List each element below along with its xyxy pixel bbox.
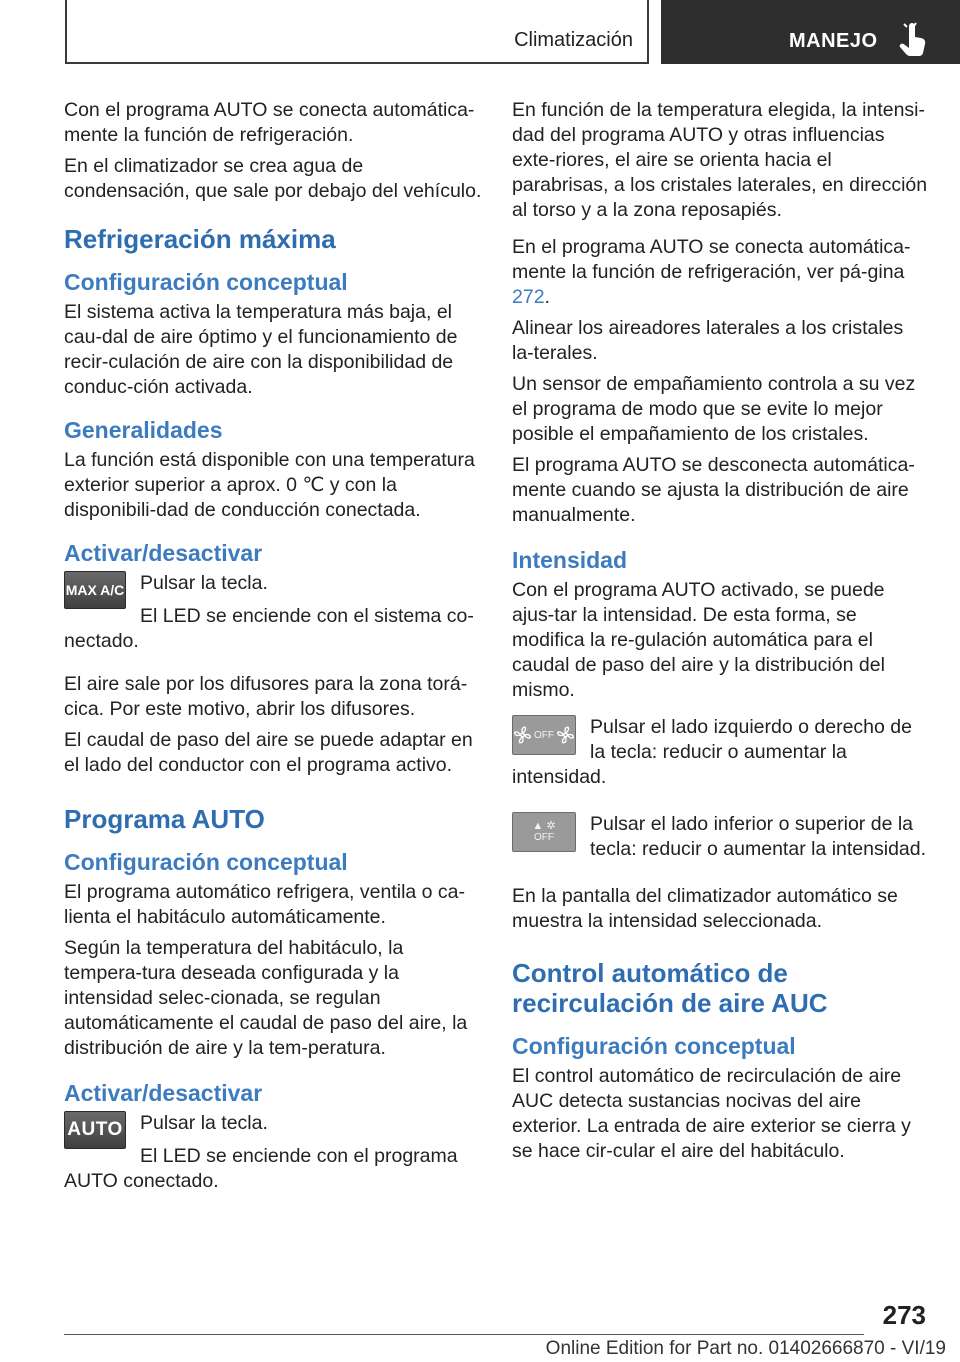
left-column <box>64 98 482 1200</box>
section-title: Climatización <box>514 29 633 51</box>
subheading-activar-desactivar: Activar/desactivar <box>64 540 263 566</box>
auto-instruction <box>64 1111 482 1200</box>
paragraph: El LED se enciende con el programa AUTO conectado. <box>64 1145 458 1192</box>
fan-icon <box>556 724 575 746</box>
subheading-configuracion-conceptual: Configuración conceptual <box>512 1033 796 1059</box>
paragraph: El sistema activa la temperatura más baja, el cau-dal de aire óptimo y el funcionamiento de recir-culación de aire con la disponibilidad de conduc-ción activada. <box>64 301 458 398</box>
subheading-intensidad: Intensidad <box>512 547 628 573</box>
heading-control-auc: Control automático de recirculación de aire AUC <box>512 958 828 1018</box>
hand-pointer-icon <box>897 22 931 58</box>
paragraph: Un sensor de empañamiento controla a su vez el programa de modo que se evite lo mejor posible el empañamiento de los cristales. <box>512 373 916 445</box>
off-label: OFF <box>534 832 554 843</box>
paragraph: El control automático de recirculación de aire AUC detecta sustancias nocivas del aire exterior. La entrada de aire exterior se cierra y se hace cir-cular el aire del habitáculo. <box>512 1065 911 1162</box>
subheading-activar-desactivar: Activar/desactivar <box>64 1080 263 1106</box>
paragraph: Pulsar la tecla. <box>140 1112 268 1134</box>
chapter-tab-label: MANEJO <box>789 30 878 52</box>
paragraph-text: . <box>544 286 550 308</box>
paragraph: El LED se enciende con el sistema co-nectado. <box>64 605 474 652</box>
subheading-configuracion-conceptual: Configuración conceptual <box>64 269 348 295</box>
heading-refrigeracion-maxima: Refrigeración máxima <box>64 224 336 254</box>
max-ac-button-image: MAX A/C <box>64 571 126 609</box>
chapter-tab[interactable] <box>661 0 960 64</box>
paragraph: La función está disponible con una temperatura exterior superior a aprox. 0 ℃ y con la disponibili-dad de conducción conectada. <box>64 449 475 521</box>
maxac-instruction <box>64 571 482 660</box>
paragraph: Pulsar el lado inferior o superior de la tecla: reducir o aumentar la intensidad. <box>590 813 927 860</box>
paragraph: En función de la temperatura elegida, la intensi-dad del programa AUTO y otras influencias exte-riores, el aire se orienta hacia el parabrisas, a los cristales laterales, en dirección al torso y a la zona reposapiés. <box>512 99 928 221</box>
paragraph: El caudal de paso del aire se puede adaptar en el lado del conductor con el programa activo. <box>64 729 473 776</box>
auto-button-image: AUTO <box>64 1111 126 1149</box>
page-link[interactable]: 272 <box>512 286 545 308</box>
footer-divider <box>64 1334 864 1335</box>
fan-speed-button-image <box>512 715 576 755</box>
edition-footer: Online Edition for Part no. 01402666870 - VI/19 <box>545 1338 946 1359</box>
paragraph-text: En el programa AUTO se conecta automática-mente la función de refrigeración, ver pá-gina <box>512 236 911 283</box>
off-label: OFF <box>534 729 554 741</box>
subheading-generalidades: Generalidades <box>64 417 223 443</box>
paragraph: Con el programa AUTO se conecta automática-mente la función de refrigeración. <box>64 99 475 146</box>
paragraph: Pulsar el lado izquierdo o derecho de la tecla: reducir o aumentar la intensidad. <box>512 716 912 788</box>
fan-horizontal-instruction <box>512 715 930 796</box>
paragraph: Según la temperatura del habitáculo, la tempera-tura deseada configurada y la intensidad selec-cionada, se regulan automáticamente el caudal de paso del aire, la distribución de aire y la tem-peratura. <box>64 937 468 1059</box>
paragraph: En la pantalla del climatizador automático se muestra la intensidad seleccionada. <box>512 885 898 932</box>
paragraph: Con el programa AUTO activado, se puede ajus-tar la intensidad. De esta forma, se modifica la re-gulación automática para el caudal de paso del aire y la distribución del mismo. <box>512 579 885 701</box>
fan-icon <box>513 724 532 746</box>
paragraph: El programa AUTO se desconecta automática-mente cuando se ajusta la distribución de aire manualmente. <box>512 454 915 526</box>
paragraph: Alinear los aireadores laterales a los cristales la-terales. <box>512 317 904 364</box>
page-header <box>0 0 960 66</box>
paragraph: El aire sale por los difusores para la zona torá-cica. Por este motivo, abrir los difusores. <box>64 673 468 720</box>
paragraph: El programa automático refrigera, ventila o ca-lienta el habitáculo automáticamente. <box>64 881 466 928</box>
subheading-configuracion-conceptual: Configuración conceptual <box>64 849 348 875</box>
chevron-up-icon: ▲ ✲ <box>532 820 556 832</box>
paragraph: Pulsar la tecla. <box>140 572 268 594</box>
paragraph: En el climatizador se crea agua de condensación, que sale por debajo del vehículo. <box>64 155 482 202</box>
page-number: 273 <box>882 1300 926 1330</box>
section-header-frame <box>65 0 649 64</box>
fan-vertical-instruction <box>512 812 930 868</box>
heading-programa-auto: Programa AUTO <box>64 804 265 834</box>
right-column <box>512 98 930 1170</box>
fan-speed-vertical-button-image <box>512 812 576 852</box>
paragraph <box>512 235 930 310</box>
